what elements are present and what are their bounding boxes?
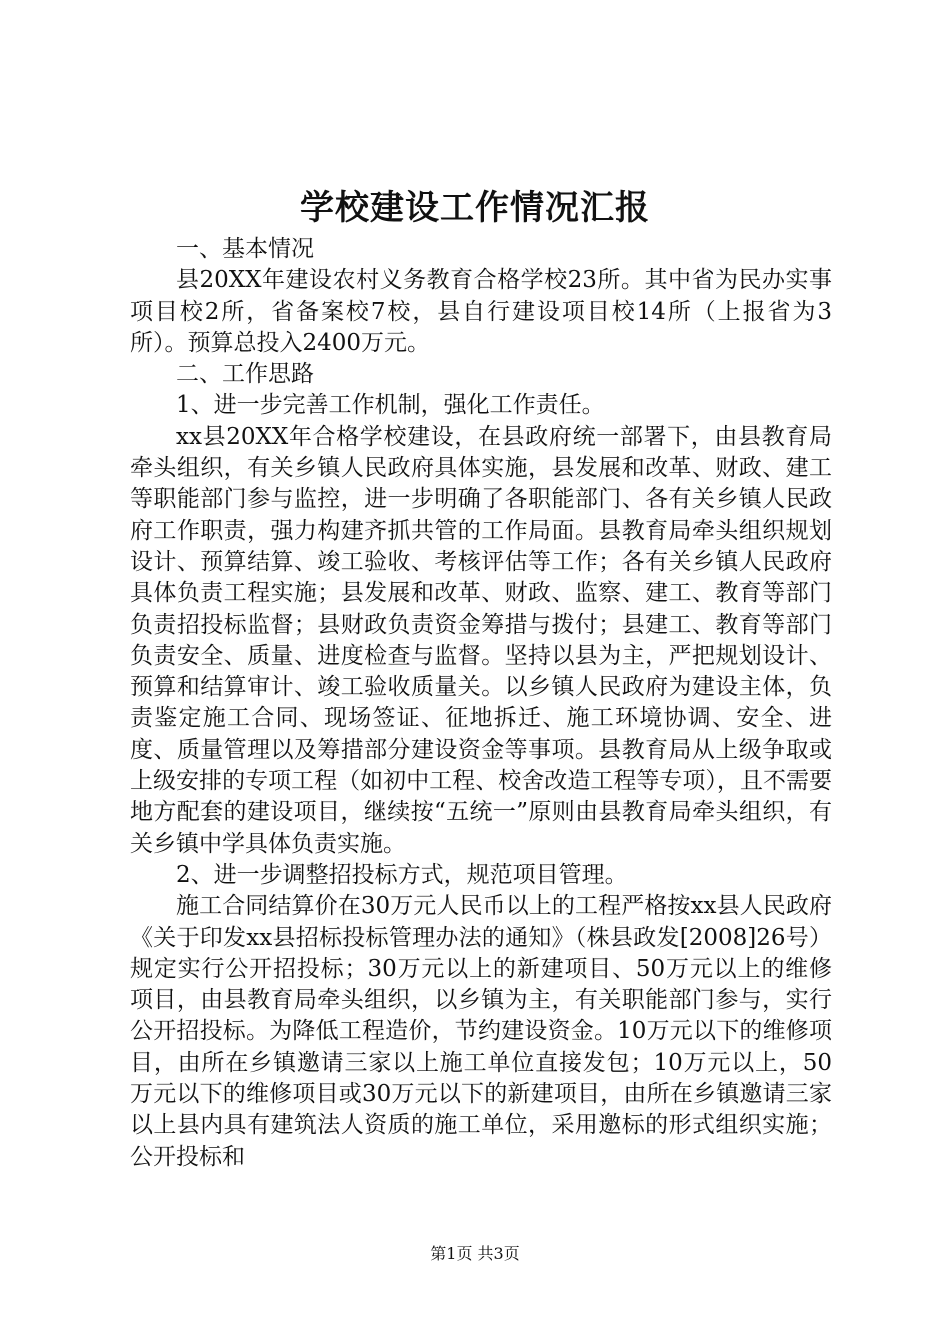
page-footer: 第1页 共3页 [430,1244,520,1263]
paragraph-mechanism: xx县20XX年合格学校建设，在县政府统一部署下，由县教育局牵头组织，有关乡镇人民政府具体实施，县发展和改革、财政、建工等职能部门参与监控，进一步明确了各职能部门、各有关乡镇人民政府工作职责，强力构建齐抓共管的工作局面。县教育局牵头组织规划设计、预算结算、竣工验收、考核评估等工作；各有关乡镇人民政府具体负责工程实施；县发展和改革、财政、监察、建工、教育等部门负责招投标监督；县财政负责资金筹措与拨付；县建工、教育等部门负责安全、质量、进度检查与监督。坚持以县为主，严把规划设计、预算和结算审计、竣工验收质量关。以乡镇人民政府为建设主体，负责鉴定施工合同、现场签证、征地拆迁、施工环境协调、安全、进度、质量管理以及筹措部分建设资金等事项。县教育局从上级争取或上级安排的专项工程（如初中工程、校舍改造工程等专项），且不需要地方配套的建设项目，继续按“五统一”原则由县教育局牵头组织，有关乡镇中学具体负责实施。 [130,423,832,857]
section-heading-work-ideas: 二、工作思路 [176,361,314,388]
section-heading-basic-info: 一、基本情况 [176,236,314,262]
paragraph-basic-info: 县20XX年建设农村义务教育合格学校23所。其中省为民办实事项目校2所，省备案校7校，县自行建设项目校14所（上报省为3所）。预算总投入2400万元。 [130,267,832,356]
subheading-bidding: 2、进一步调整招投标方式，规范项目管理。 [176,861,628,888]
document-title: 学校建设工作情况汇报 [300,188,650,228]
document-body [130,234,832,1173]
subheading-mechanism: 1、进一步完善工作机制，强化工作责任。 [176,392,605,419]
paragraph-bidding: 施工合同结算价在30万元人民币以上的工程严格按xx县人民政府《关于印发xx县招标投标管理办法的通知》（株县政发[2008]26号）规定实行公开招投标；30万元以上的新建项目、50万元以上的维修项目，由县教育局牵头组织，以乡镇为主，有关职能部门参与，实行公开招投标。为降低工程造价，节约建设资金。10万元以下的维修项目，由所在乡镇邀请三家以上施工单位直接发包；10万元以上，50万元以下的维修项目或30万元以下的新建项目，由所在乡镇邀请三家以上县内具有建筑法人资质的施工单位，采用邀标的形式组织实施；公开投标和 [130,893,832,1170]
